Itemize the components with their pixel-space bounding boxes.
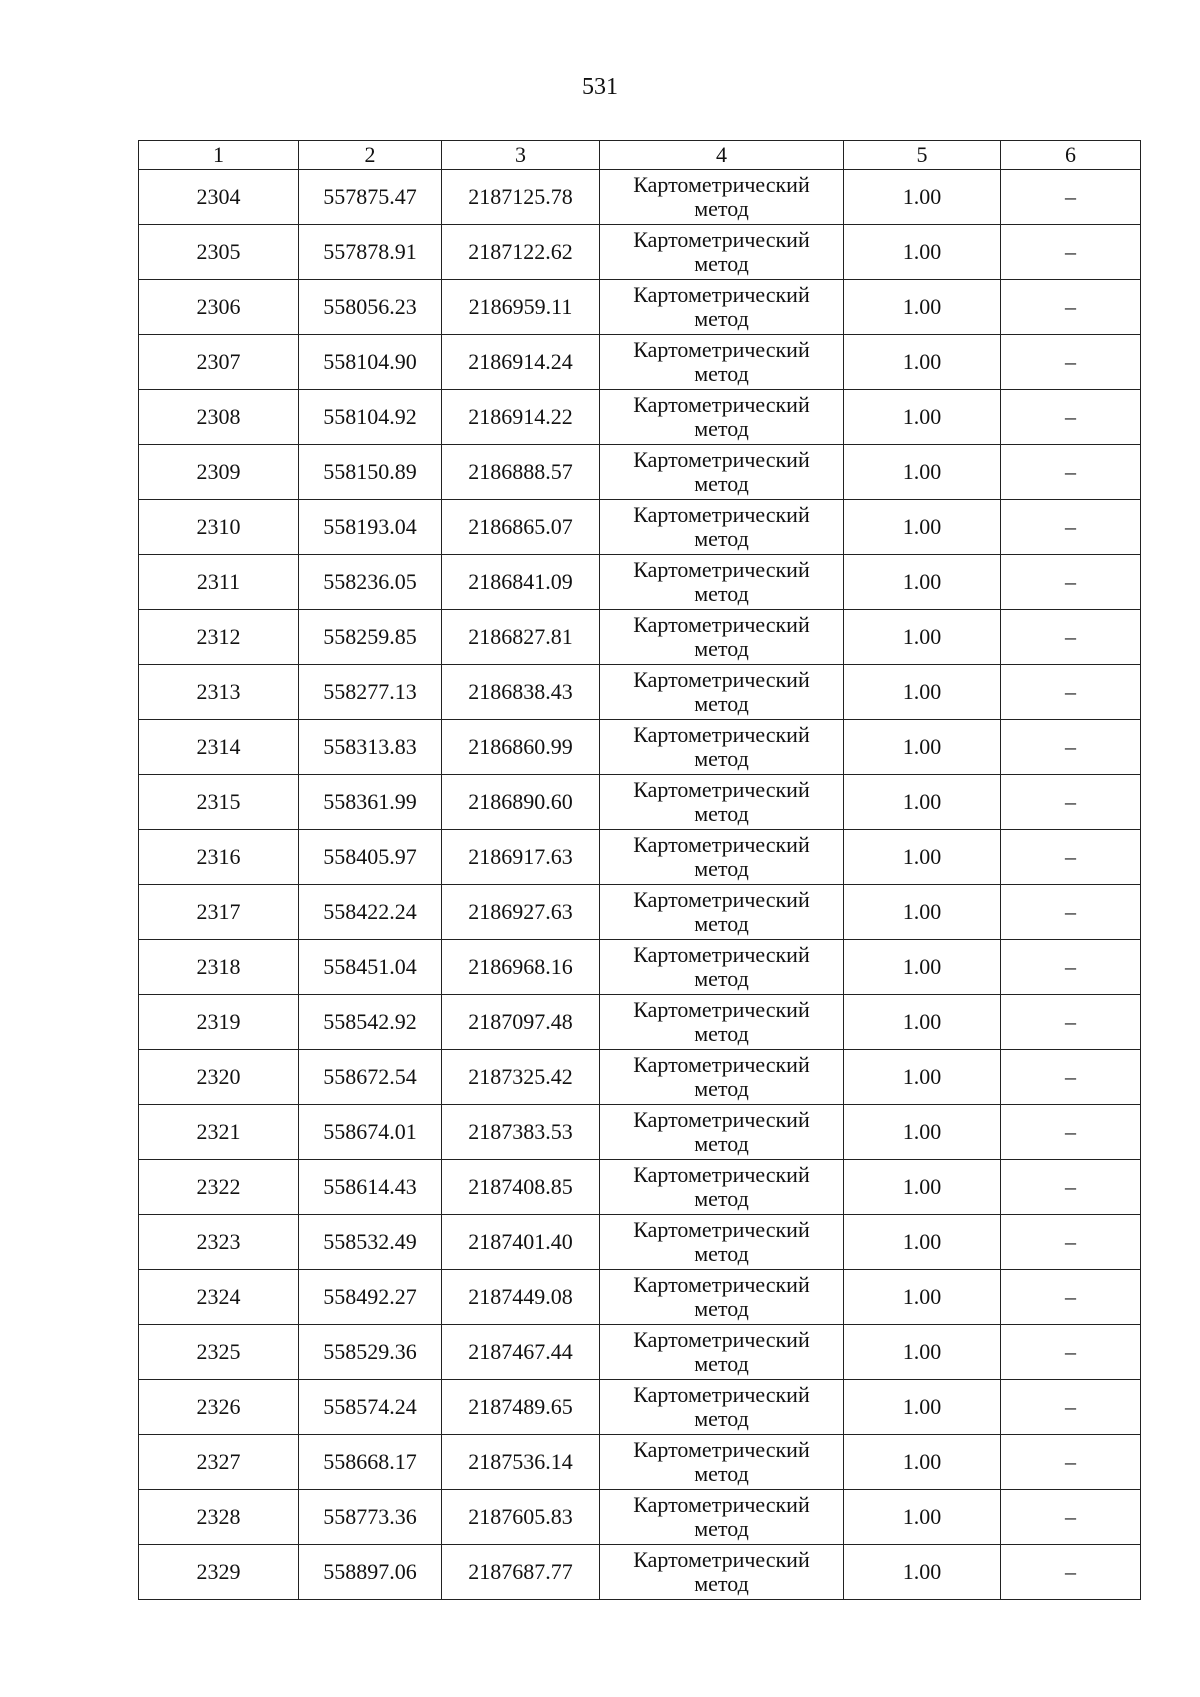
accuracy-cell: 1.00: [844, 280, 1001, 335]
method-line-2: метод: [694, 1186, 749, 1211]
x-coordinate-cell: 558529.36: [299, 1325, 442, 1380]
point-number-cell: 2326: [139, 1380, 299, 1435]
method-line-2: метод: [694, 361, 749, 386]
y-coordinate-cell: 2187122.62: [442, 225, 600, 280]
method-cell: [600, 775, 844, 830]
x-coordinate-cell: 558104.90: [299, 335, 442, 390]
method-cell: [600, 1380, 844, 1435]
table-row: [139, 720, 1141, 775]
method-line-2: метод: [694, 911, 749, 936]
note-cell: –: [1001, 170, 1141, 225]
method-line-2: метод: [694, 581, 749, 606]
x-coordinate-cell: 558542.92: [299, 995, 442, 1050]
method-line-2: метод: [694, 471, 749, 496]
method-cell: [600, 1270, 844, 1325]
column-header: 3: [442, 141, 600, 170]
method-line-2: метод: [694, 1131, 749, 1156]
method-line-1: Картометрический: [633, 1162, 810, 1187]
note-cell: –: [1001, 1105, 1141, 1160]
note-cell: –: [1001, 445, 1141, 500]
y-coordinate-cell: 2186865.07: [442, 500, 600, 555]
note-cell: –: [1001, 555, 1141, 610]
method-cell: [600, 1105, 844, 1160]
note-cell: –: [1001, 665, 1141, 720]
x-coordinate-cell: 558193.04: [299, 500, 442, 555]
x-coordinate-cell: 558668.17: [299, 1435, 442, 1490]
method-line-2: метод: [694, 1406, 749, 1431]
x-coordinate-cell: 558236.05: [299, 555, 442, 610]
method-line-2: метод: [694, 416, 749, 441]
method-cell: [600, 390, 844, 445]
table-row: [139, 665, 1141, 720]
accuracy-cell: 1.00: [844, 390, 1001, 445]
method-line-1: Картометрический: [633, 447, 810, 472]
point-number-cell: 2327: [139, 1435, 299, 1490]
y-coordinate-cell: 2186841.09: [442, 555, 600, 610]
y-coordinate-cell: 2187536.14: [442, 1435, 600, 1490]
method-line-2: метод: [694, 1241, 749, 1266]
note-cell: –: [1001, 610, 1141, 665]
accuracy-cell: 1.00: [844, 1325, 1001, 1380]
point-number-cell: 2306: [139, 280, 299, 335]
method-line-1: Картометрический: [633, 1437, 810, 1462]
method-line-1: Картометрический: [633, 832, 810, 857]
x-coordinate-cell: 558422.24: [299, 885, 442, 940]
method-line-1: Картометрический: [633, 392, 810, 417]
point-number-cell: 2320: [139, 1050, 299, 1105]
table-row: [139, 940, 1141, 995]
note-cell: –: [1001, 775, 1141, 830]
method-cell: [600, 830, 844, 885]
method-line-2: метод: [694, 1516, 749, 1541]
note-cell: –: [1001, 1270, 1141, 1325]
point-number-cell: 2308: [139, 390, 299, 445]
point-number-cell: 2304: [139, 170, 299, 225]
y-coordinate-cell: 2186914.22: [442, 390, 600, 445]
y-coordinate-cell: 2187097.48: [442, 995, 600, 1050]
method-line-2: метод: [694, 196, 749, 221]
accuracy-cell: 1.00: [844, 1160, 1001, 1215]
x-coordinate-cell: 558897.06: [299, 1545, 442, 1600]
note-cell: –: [1001, 1050, 1141, 1105]
method-line-2: метод: [694, 1076, 749, 1101]
table-row: [139, 1050, 1141, 1105]
table-row: [139, 445, 1141, 500]
note-cell: –: [1001, 1160, 1141, 1215]
method-cell: [600, 280, 844, 335]
method-line-1: Картометрический: [633, 1547, 810, 1572]
method-cell: [600, 225, 844, 280]
x-coordinate-cell: 558056.23: [299, 280, 442, 335]
accuracy-cell: 1.00: [844, 1270, 1001, 1325]
accuracy-cell: 1.00: [844, 885, 1001, 940]
table-row: [139, 555, 1141, 610]
x-coordinate-cell: 558773.36: [299, 1490, 442, 1545]
method-line-2: метод: [694, 691, 749, 716]
table-row: [139, 1215, 1141, 1270]
x-coordinate-cell: 558104.92: [299, 390, 442, 445]
method-line-1: Картометрический: [633, 1272, 810, 1297]
method-cell: [600, 170, 844, 225]
method-cell: [600, 610, 844, 665]
method-cell: [600, 1435, 844, 1490]
y-coordinate-cell: 2187449.08: [442, 1270, 600, 1325]
method-cell: [600, 555, 844, 610]
method-line-1: Картометрический: [633, 172, 810, 197]
accuracy-cell: 1.00: [844, 225, 1001, 280]
method-cell: [600, 335, 844, 390]
page-number: 531: [582, 74, 618, 100]
method-line-2: метод: [694, 1351, 749, 1376]
y-coordinate-cell: 2187125.78: [442, 170, 600, 225]
y-coordinate-cell: 2186838.43: [442, 665, 600, 720]
table-row: [139, 335, 1141, 390]
note-cell: –: [1001, 1380, 1141, 1435]
table-row: [139, 500, 1141, 555]
accuracy-cell: 1.00: [844, 1435, 1001, 1490]
method-line-1: Картометрический: [633, 997, 810, 1022]
x-coordinate-cell: 557875.47: [299, 170, 442, 225]
table-row: [139, 1435, 1141, 1490]
method-cell: [600, 720, 844, 775]
method-cell: [600, 445, 844, 500]
method-cell: [600, 885, 844, 940]
method-line-2: метод: [694, 306, 749, 331]
method-line-1: Картометрический: [633, 1382, 810, 1407]
note-cell: –: [1001, 280, 1141, 335]
point-number-cell: 2324: [139, 1270, 299, 1325]
table-row: [139, 170, 1141, 225]
method-line-1: Картометрический: [633, 557, 810, 582]
point-number-cell: 2307: [139, 335, 299, 390]
note-cell: –: [1001, 830, 1141, 885]
y-coordinate-cell: 2186917.63: [442, 830, 600, 885]
x-coordinate-cell: 558532.49: [299, 1215, 442, 1270]
y-coordinate-cell: 2187605.83: [442, 1490, 600, 1545]
table-row: [139, 225, 1141, 280]
table-row: [139, 1105, 1141, 1160]
method-line-2: метод: [694, 251, 749, 276]
x-coordinate-cell: 558259.85: [299, 610, 442, 665]
accuracy-cell: 1.00: [844, 445, 1001, 500]
accuracy-cell: 1.00: [844, 665, 1001, 720]
method-line-1: Картометрический: [633, 1492, 810, 1517]
x-coordinate-cell: 558405.97: [299, 830, 442, 885]
column-header: 4: [600, 141, 844, 170]
table-row: [139, 1160, 1141, 1215]
accuracy-cell: 1.00: [844, 500, 1001, 555]
column-header: 6: [1001, 141, 1141, 170]
method-line-2: метод: [694, 801, 749, 826]
method-line-2: метод: [694, 526, 749, 551]
y-coordinate-cell: 2186959.11: [442, 280, 600, 335]
method-line-1: Картометрический: [633, 667, 810, 692]
point-number-cell: 2323: [139, 1215, 299, 1270]
y-coordinate-cell: 2186888.57: [442, 445, 600, 500]
note-cell: –: [1001, 1490, 1141, 1545]
point-number-cell: 2329: [139, 1545, 299, 1600]
accuracy-cell: 1.00: [844, 720, 1001, 775]
method-line-2: метод: [694, 1021, 749, 1046]
table-row: [139, 830, 1141, 885]
note-cell: –: [1001, 225, 1141, 280]
x-coordinate-cell: 558451.04: [299, 940, 442, 995]
method-cell: [600, 1050, 844, 1105]
method-cell: [600, 500, 844, 555]
method-line-1: Картометрический: [633, 1052, 810, 1077]
table-row: [139, 1545, 1141, 1600]
method-line-2: метод: [694, 746, 749, 771]
note-cell: –: [1001, 885, 1141, 940]
point-number-cell: 2313: [139, 665, 299, 720]
x-coordinate-cell: 558674.01: [299, 1105, 442, 1160]
table-row: [139, 775, 1141, 830]
y-coordinate-cell: 2186890.60: [442, 775, 600, 830]
y-coordinate-cell: 2187408.85: [442, 1160, 600, 1215]
point-number-cell: 2325: [139, 1325, 299, 1380]
table-row: [139, 885, 1141, 940]
accuracy-cell: 1.00: [844, 1490, 1001, 1545]
method-cell: [600, 940, 844, 995]
accuracy-cell: 1.00: [844, 1545, 1001, 1600]
y-coordinate-cell: 2186968.16: [442, 940, 600, 995]
note-cell: –: [1001, 995, 1141, 1050]
note-cell: –: [1001, 720, 1141, 775]
table-row: [139, 610, 1141, 665]
method-line-1: Картометрический: [633, 502, 810, 527]
table-row: [139, 1325, 1141, 1380]
point-number-cell: 2310: [139, 500, 299, 555]
method-cell: [600, 1545, 844, 1600]
table-row: [139, 1270, 1141, 1325]
x-coordinate-cell: 558277.13: [299, 665, 442, 720]
table-row: [139, 1490, 1141, 1545]
method-line-1: Картометрический: [633, 1107, 810, 1132]
table-row: [139, 995, 1141, 1050]
x-coordinate-cell: 558614.43: [299, 1160, 442, 1215]
method-line-2: метод: [694, 1461, 749, 1486]
accuracy-cell: 1.00: [844, 610, 1001, 665]
point-number-cell: 2322: [139, 1160, 299, 1215]
accuracy-cell: 1.00: [844, 170, 1001, 225]
method-cell: [600, 1490, 844, 1545]
method-cell: [600, 665, 844, 720]
accuracy-cell: 1.00: [844, 335, 1001, 390]
method-line-2: метод: [694, 966, 749, 991]
note-cell: –: [1001, 1215, 1141, 1270]
point-number-cell: 2312: [139, 610, 299, 665]
table-body: [139, 170, 1141, 1600]
x-coordinate-cell: 558150.89: [299, 445, 442, 500]
y-coordinate-cell: 2187489.65: [442, 1380, 600, 1435]
point-number-cell: 2311: [139, 555, 299, 610]
y-coordinate-cell: 2186860.99: [442, 720, 600, 775]
point-number-cell: 2315: [139, 775, 299, 830]
method-line-1: Картометрический: [633, 612, 810, 637]
accuracy-cell: 1.00: [844, 775, 1001, 830]
table-row: [139, 280, 1141, 335]
x-coordinate-cell: 558313.83: [299, 720, 442, 775]
method-line-1: Картометрический: [633, 777, 810, 802]
coordinates-table: [138, 140, 1141, 1600]
point-number-cell: 2316: [139, 830, 299, 885]
point-number-cell: 2319: [139, 995, 299, 1050]
table-row: [139, 1380, 1141, 1435]
accuracy-cell: 1.00: [844, 1105, 1001, 1160]
x-coordinate-cell: 558574.24: [299, 1380, 442, 1435]
note-cell: –: [1001, 500, 1141, 555]
x-coordinate-cell: 558361.99: [299, 775, 442, 830]
accuracy-cell: 1.00: [844, 940, 1001, 995]
method-cell: [600, 995, 844, 1050]
accuracy-cell: 1.00: [844, 830, 1001, 885]
y-coordinate-cell: 2187401.40: [442, 1215, 600, 1270]
method-cell: [600, 1215, 844, 1270]
y-coordinate-cell: 2187687.77: [442, 1545, 600, 1600]
note-cell: –: [1001, 335, 1141, 390]
y-coordinate-cell: 2187383.53: [442, 1105, 600, 1160]
method-line-2: метод: [694, 856, 749, 881]
point-number-cell: 2314: [139, 720, 299, 775]
method-line-1: Картометрический: [633, 227, 810, 252]
method-line-2: метод: [694, 1296, 749, 1321]
y-coordinate-cell: 2186914.24: [442, 335, 600, 390]
method-line-1: Картометрический: [633, 1327, 810, 1352]
method-line-1: Картометрический: [633, 282, 810, 307]
y-coordinate-cell: 2186827.81: [442, 610, 600, 665]
accuracy-cell: 1.00: [844, 1380, 1001, 1435]
note-cell: –: [1001, 390, 1141, 445]
column-header: 2: [299, 141, 442, 170]
method-line-1: Картометрический: [633, 722, 810, 747]
point-number-cell: 2305: [139, 225, 299, 280]
x-coordinate-cell: 557878.91: [299, 225, 442, 280]
method-cell: [600, 1160, 844, 1215]
y-coordinate-cell: 2186927.63: [442, 885, 600, 940]
method-line-1: Картометрический: [633, 887, 810, 912]
method-line-1: Картометрический: [633, 942, 810, 967]
point-number-cell: 2317: [139, 885, 299, 940]
method-line-2: метод: [694, 1571, 749, 1596]
note-cell: –: [1001, 1545, 1141, 1600]
y-coordinate-cell: 2187325.42: [442, 1050, 600, 1105]
accuracy-cell: 1.00: [844, 1050, 1001, 1105]
x-coordinate-cell: 558672.54: [299, 1050, 442, 1105]
point-number-cell: 2309: [139, 445, 299, 500]
accuracy-cell: 1.00: [844, 995, 1001, 1050]
y-coordinate-cell: 2187467.44: [442, 1325, 600, 1380]
note-cell: –: [1001, 940, 1141, 995]
x-coordinate-cell: 558492.27: [299, 1270, 442, 1325]
note-cell: –: [1001, 1435, 1141, 1490]
method-line-2: метод: [694, 636, 749, 661]
column-header: 1: [139, 141, 299, 170]
method-cell: [600, 1325, 844, 1380]
table-row: [139, 390, 1141, 445]
accuracy-cell: 1.00: [844, 1215, 1001, 1270]
note-cell: –: [1001, 1325, 1141, 1380]
point-number-cell: 2328: [139, 1490, 299, 1545]
accuracy-cell: 1.00: [844, 555, 1001, 610]
column-header: 5: [844, 141, 1001, 170]
method-line-1: Картометрический: [633, 337, 810, 362]
point-number-cell: 2321: [139, 1105, 299, 1160]
point-number-cell: 2318: [139, 940, 299, 995]
header-row: [139, 141, 1141, 170]
method-line-1: Картометрический: [633, 1217, 810, 1242]
